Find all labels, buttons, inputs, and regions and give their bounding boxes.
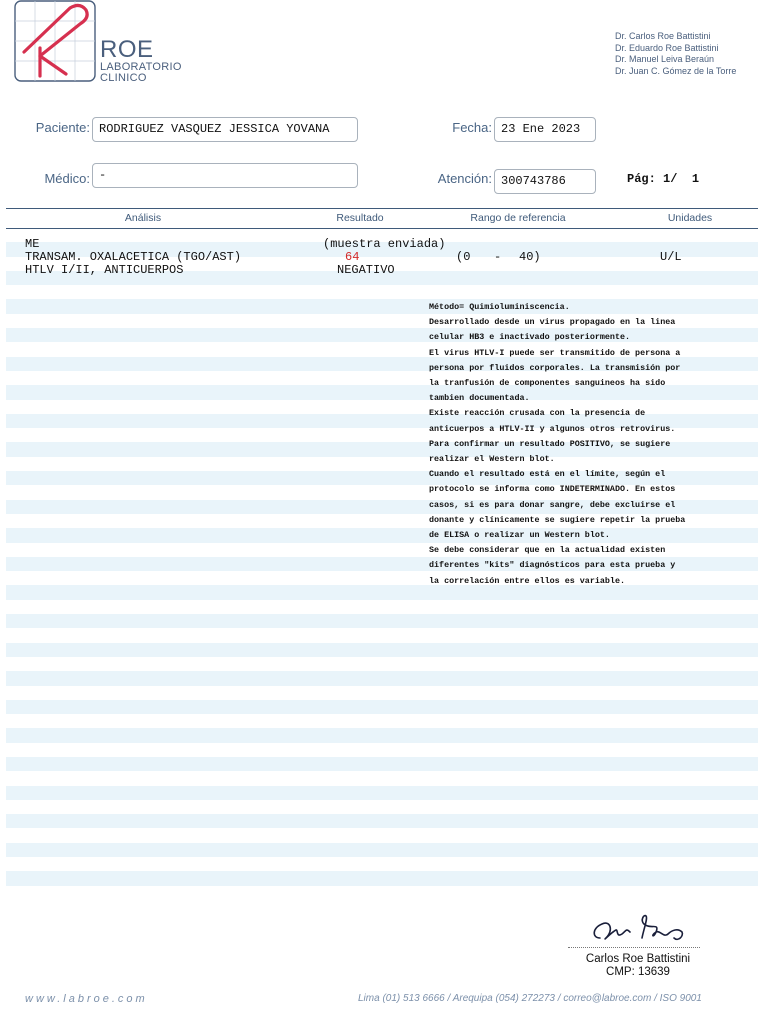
table-stripe [6, 814, 758, 828]
method-note-line: Método= Quimioluminiscencia. [429, 302, 570, 312]
logo-subtitle-1: LABORATORIO [100, 61, 182, 73]
method-note-line: la tranfusión de componentes sanguineos ha sido [429, 378, 666, 389]
method-note-line: Para confirmar un resultado POSITIVO, se sugiere [429, 438, 671, 449]
table-stripe [6, 614, 758, 628]
header-reference-range: Rango de referencia [470, 212, 566, 224]
result-value: NEGATIVO [337, 263, 395, 277]
doctor-field: - [92, 163, 358, 188]
method-note-line: tambien documentada. [429, 393, 530, 404]
table-stripe [6, 643, 758, 657]
method-note-line: casos, si es para donar sangre, debe excluirse el [429, 499, 676, 510]
doctors-list [615, 31, 736, 77]
attention-label: Atención: [437, 171, 492, 186]
doctor-name: Dr. Carlos Roe Battistini [615, 31, 711, 41]
table-header-top-line [6, 208, 758, 209]
footer-contact: Lima (01) 513 6666 / Arequipa (054) 272273 / correo@labroe.com / ISO 9001 [358, 993, 702, 1004]
method-note-line: diferentes "kits" diagnósticos para esta prueba y [429, 560, 676, 571]
signature-line [568, 947, 700, 948]
logo-subtitle-2: CLINICO [100, 72, 147, 84]
table-stripe [6, 714, 758, 728]
method-note-line: Existe reacción crusada con la presencia de [429, 408, 646, 419]
range-separator: - [494, 250, 502, 264]
footer-website[interactable]: www.labroe.com [25, 993, 148, 1005]
lab-logo [14, 0, 96, 82]
table-stripe [6, 771, 758, 785]
doctor-label: Médico: [44, 171, 90, 186]
table-stripe [6, 857, 758, 871]
table-stripe [6, 628, 758, 642]
signature-block [563, 953, 713, 979]
method-note-line: persona por fluidos corporales. La transmisión por [429, 362, 681, 373]
lab-logo-text [100, 38, 182, 84]
analysis-name: TRANSAM. OXALACETICA (TGO/AST) [25, 250, 242, 264]
analysis-name: HTLV I/II, ANTICUERPOS [25, 263, 184, 277]
method-note-line: donante y clínicamente se sugiere repetir la prueba [429, 514, 686, 525]
logo-name: ROE [100, 36, 154, 63]
method-note-line: Cuando el resultado está en el límite, según el [429, 469, 666, 480]
date-label: Fecha: [452, 120, 492, 135]
method-note-line: la correlación entre ellos es variable. [429, 575, 626, 586]
table-stripe [6, 671, 758, 685]
units-value: U/L [660, 250, 682, 264]
table-stripe [6, 757, 758, 771]
result-value-high: 64 [345, 250, 360, 264]
method-note-line: realizar el Western blot. [429, 454, 555, 465]
signer-name: Carlos Roe Battistini [585, 953, 691, 965]
method-note-line: de ELISA o realizar un Western blot. [429, 530, 610, 541]
result-value: (muestra enviada) [323, 237, 446, 251]
table-stripe [6, 843, 758, 857]
doctor-name: Dr. Eduardo Roe Battistini [615, 42, 719, 53]
range-high: 40) [519, 250, 541, 264]
attention-number-field: 300743786 [494, 169, 596, 194]
method-notes [429, 300, 759, 589]
table-stripe [6, 786, 758, 800]
page-indicator [627, 172, 699, 186]
signer-cmp: CMP: 13639 [606, 966, 670, 978]
header-result: Resultado [336, 212, 384, 224]
table-stripe [6, 700, 758, 714]
table-stripe [6, 728, 758, 742]
range-low: (0 [456, 250, 471, 264]
table-stripe [6, 871, 758, 885]
date-field: 23 Ene 2023 [494, 117, 596, 142]
doctor-name: Dr. Manuel Leiva Beraún [615, 54, 715, 64]
table-stripe [6, 800, 758, 814]
method-note-line: Se debe considerar que en la actualidad existen [429, 545, 666, 556]
doctor-name: Dr. Juan C. Gómez de la Torre [615, 65, 737, 76]
method-note-line: protocolo se informa como INDETERMINADO. En estos [429, 484, 676, 495]
method-note-line: anticuerpos a HTLV-II y algunos otros retrovirus. [429, 423, 676, 434]
table-stripe [6, 686, 758, 700]
method-note-line: El virus HTLV-I puede ser transmitido de persona a [429, 347, 681, 358]
analysis-name: ME [25, 237, 40, 251]
method-note-line: celular HB3 e inactivado posteriormente. [429, 332, 631, 343]
header-analysis: Análisis [124, 212, 162, 224]
table-stripe [6, 657, 758, 671]
method-note-line: Desarrollado desde un virus propagado en la linea [429, 317, 676, 328]
table-stripe [6, 743, 758, 757]
table-stripe [6, 828, 758, 842]
patient-label: Paciente: [35, 120, 90, 135]
page-number: 1/ 1 [663, 172, 700, 186]
table-stripe [6, 285, 758, 299]
table-stripe [6, 600, 758, 614]
header-units: Unidades [667, 212, 713, 224]
page-label: Pág: [627, 172, 656, 186]
patient-name-field: RODRIGUEZ VASQUEZ JESSICA YOVANA [92, 117, 358, 142]
